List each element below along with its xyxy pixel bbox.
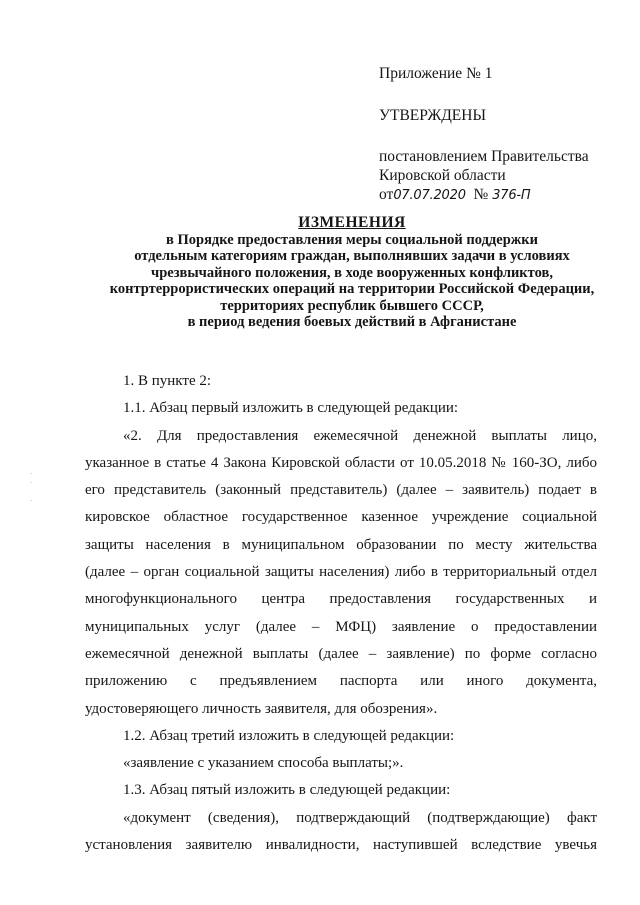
text-line: установления заявителю инвалидности, наступившей вследствие увечья — [85, 837, 597, 854]
text-line: «2. Для предоставления ежемесячной денежной выплаты лицо, — [123, 427, 597, 444]
text-line: указанное в статье 4 Закона Кировской области от 10.05.2018 № 160-ЗО, либо — [85, 454, 597, 471]
heading-line: в период ведения боевых действий в Афганистане — [187, 314, 517, 330]
document-heading — [64, 215, 640, 331]
decree-line-2: Кировской области — [379, 167, 506, 184]
heading-line: в Порядке предоставления меры социальной поддержки — [166, 231, 538, 248]
scan-specks: · · · — [30, 470, 33, 505]
paragraph-item-1: 1. В пункте 2: — [123, 373, 212, 389]
text-line: защиты населения в муниципальном образовании по месту жительства — [85, 536, 597, 553]
number-prefix: № — [473, 186, 489, 203]
text-line: (далее – орган социальной защиты населения) либо в территориальный отдел — [85, 564, 597, 581]
paragraph-item-1-3: 1.3. Абзац пятый изложить в следующей редакции: — [123, 782, 451, 799]
heading-line: контртеррористических операций на территории Российской Федерации, — [109, 281, 595, 297]
date-prefix: от — [379, 186, 394, 203]
decree-date-line — [379, 185, 589, 205]
paragraph-item-1-1: 1.1. Абзац первый изложить в следующей редакции: — [123, 400, 459, 417]
paragraph-quoted-text — [85, 423, 597, 723]
text-line: «документ (сведения), подтверждающий (подтверждающие) факт — [123, 809, 597, 826]
appendix-number: Приложение № 1 — [379, 65, 493, 82]
text-line: удостоверяющего личность заявителя, для обозрения». — [85, 700, 438, 717]
text-line: его представитель (законный представитель) (далее – заявитель) подает в — [85, 482, 597, 499]
decree-reference — [379, 147, 589, 205]
text-line: кировское областное государственное казенное учреждение социальной — [85, 509, 597, 526]
heading-line: отдельным категориям граждан, выполнявших задачи в условиях — [134, 248, 570, 264]
approved-label: УТВЕРЖДЕНЫ — [379, 107, 486, 124]
text-line: муниципальных услуг (далее – МФЦ) заявление о предоставлении — [85, 618, 597, 635]
text-line: ежемесячной денежной выплаты (далее – заявление) по форме согласно — [85, 645, 597, 662]
document-body — [85, 368, 597, 859]
heading-line: территориях республик бывшего СССР, — [220, 297, 484, 314]
handwritten-number: 376-П — [492, 188, 531, 203]
text-line: приложению с предъявлением паспорта или иного документа, — [85, 673, 597, 690]
heading-line: чрезвычайного положения, в ходе вооруженных конфликтов, — [151, 264, 553, 281]
paragraph-item-1-2: 1.2. Абзац третий изложить в следующей редакции: — [123, 727, 455, 744]
heading-title: ИЗМЕНЕНИЯ — [298, 214, 406, 231]
appendix-block — [379, 64, 589, 205]
handwritten-date: 07.07.2020 — [393, 188, 466, 203]
paragraph-quoted-line: «заявление с указанием способа выплаты;». — [123, 755, 404, 772]
paragraph-quoted-text-2 — [85, 805, 597, 860]
decree-line-1: постановлением Правительства — [379, 148, 589, 165]
text-line: многофункционального центра предоставления государственных и — [85, 591, 597, 608]
